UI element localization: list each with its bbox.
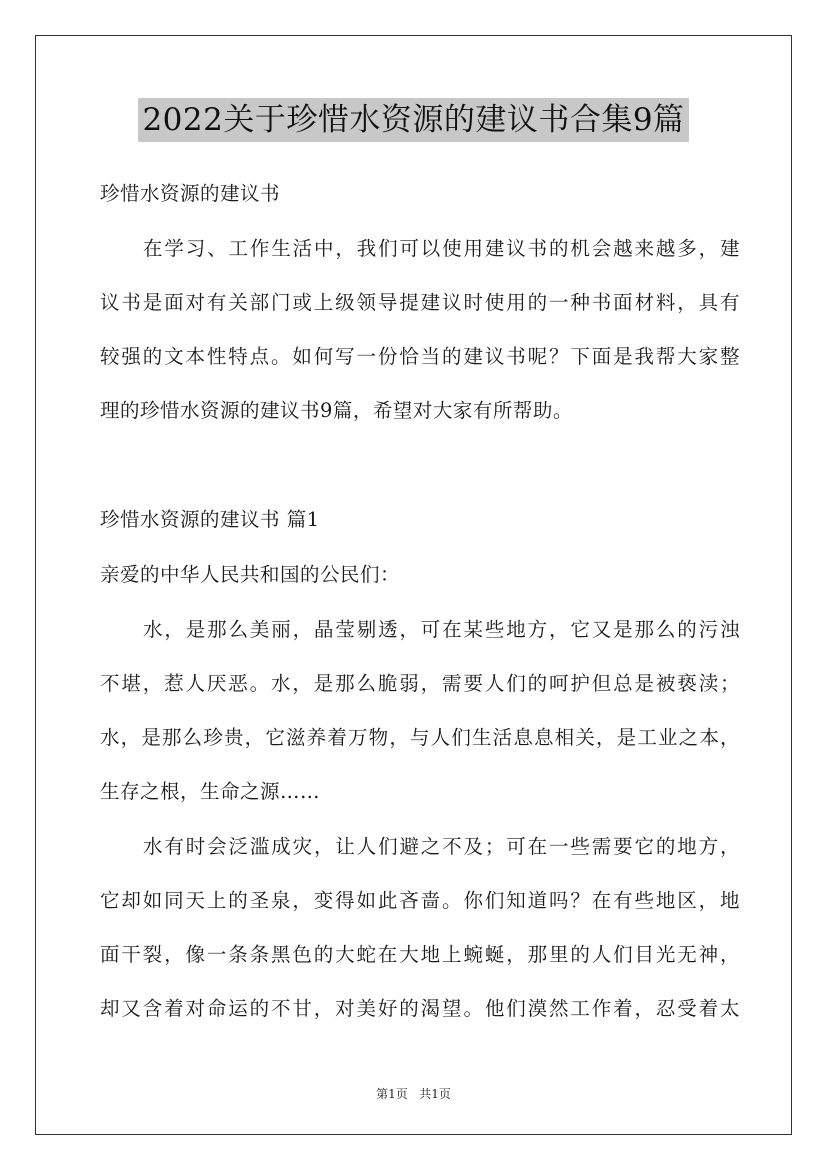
page-footer [0, 1086, 827, 1102]
paragraph-line: 水，是那么珍贵，它滋养着万物，与人们生活息息相关，是工业之本， [100, 726, 740, 749]
salutation: 亲爱的中华人民共和国的公民们： [100, 563, 401, 586]
paragraph-line: 议书是面对有关部门或上级领导提建议时使用的一种书面材料，具有 [100, 291, 740, 314]
page-total: 共1页 [419, 1087, 451, 1101]
title-container [0, 98, 827, 142]
paragraph-line: 面干裂，像一条条黑色的大蛇在大地上蜿蜒，那里的人们目光无神， [100, 943, 740, 966]
paragraph-line: 它却如同天上的圣泉，变得如此吝啬。你们知道吗？在有些地区，地 [100, 889, 740, 912]
paragraph-line: 生存之根，生命之源…… [100, 780, 321, 803]
paragraph-line: 在学习、工作生活中，我们可以使用建议书的机会越来越多，建 [143, 237, 740, 260]
paragraph-line: 不堪，惹人厌恶。水，是那么脆弱，需要人们的呵护但总是被亵渎； [100, 672, 740, 695]
paragraph-line: 水有时会泛滥成灾，让人们避之不及；可在一些需要它的地方， [143, 835, 740, 858]
document-title: 2022关于珍惜水资源的建议书合集9篇 [138, 98, 688, 142]
paragraph-line: 水，是那么美丽，晶莹剔透，可在某些地方，它又是那么的污浊 [143, 618, 740, 641]
paragraph-line: 却又含着对命运的不甘，对美好的渴望。他们漠然工作着，忍受着太 [100, 997, 740, 1020]
section-heading: 珍惜水资源的建议书 篇1 [100, 508, 320, 531]
page-number: 第1页 [376, 1087, 408, 1101]
section-heading: 珍惜水资源的建议书 [100, 182, 281, 205]
paragraph-line: 较强的文本性特点。如何写一份恰当的建议书呢？下面是我帮大家整 [100, 345, 740, 368]
paragraph-line: 理的珍惜水资源的建议书9篇，希望对大家有所帮助。 [100, 399, 573, 422]
